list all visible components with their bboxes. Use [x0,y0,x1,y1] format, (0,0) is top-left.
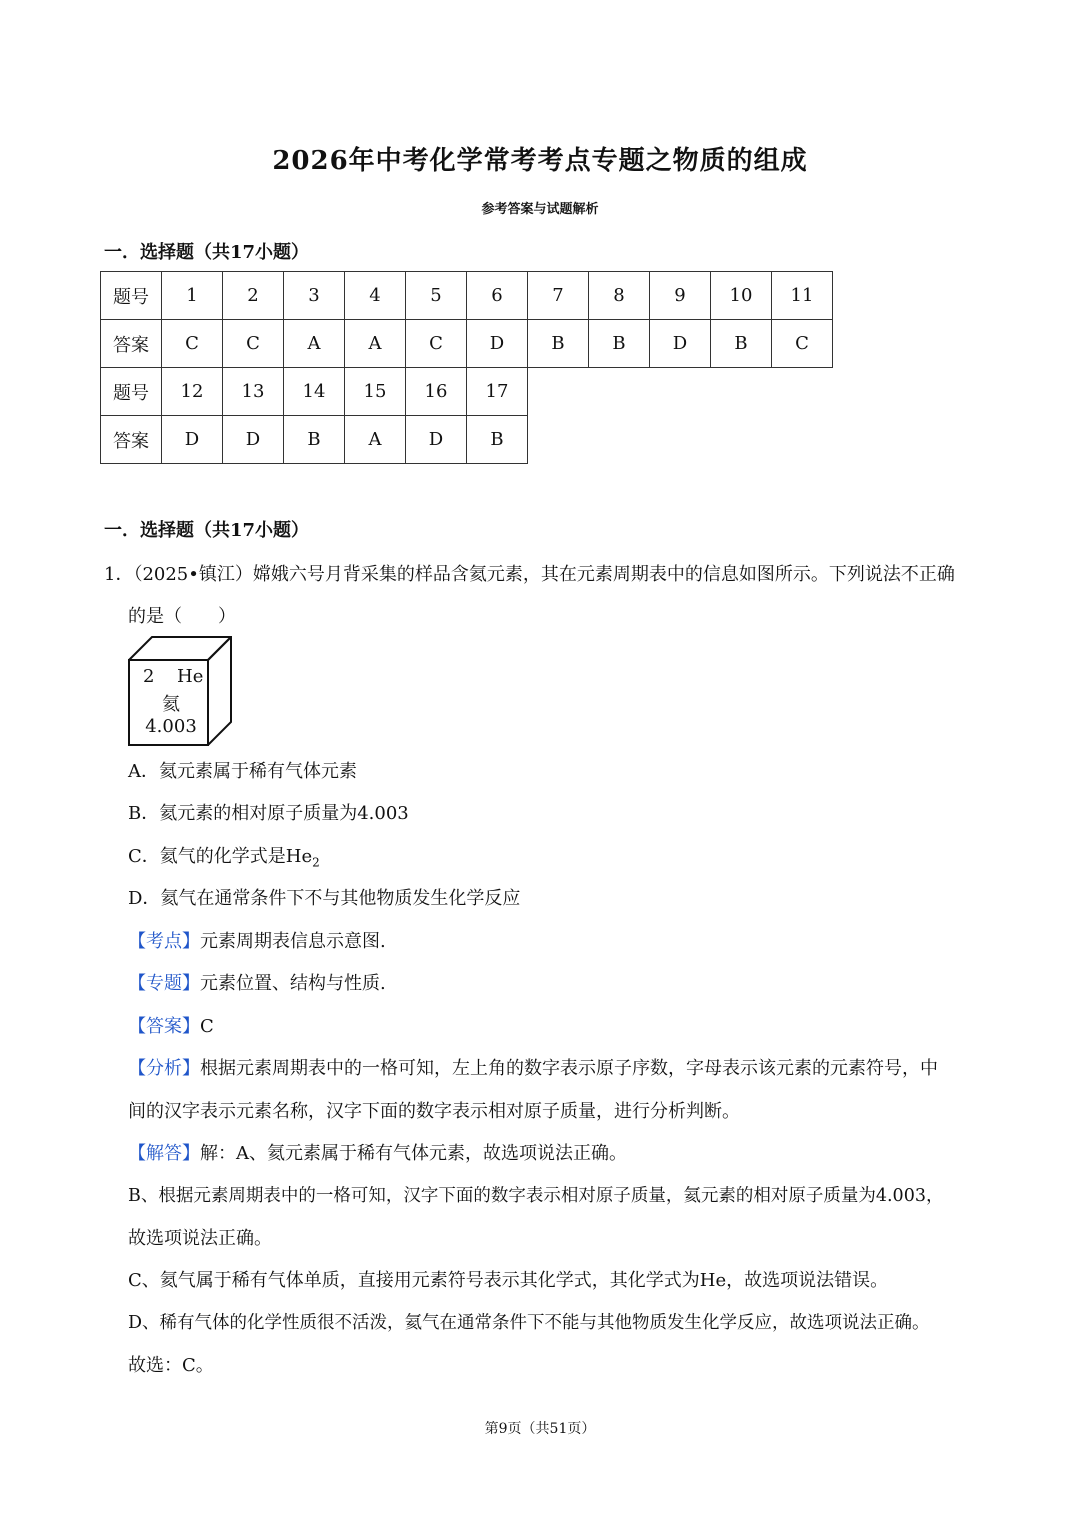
option-d: D．氦气在通常条件下不与其他物质发生化学反应 [128,888,521,909]
answer-cell: C [772,320,833,368]
jieda-c: C、氦气属于稀有气体单质，直接用元素符号表示其化学式，其化学式为He，故选项说法错误。 [128,1270,889,1291]
question-number: 4 [345,272,406,320]
answer-tag: 【答案】 [128,1016,200,1037]
question-number: 12 [162,368,223,416]
answer-text: C [200,1016,214,1037]
answer-cell: A [345,320,406,368]
question-number: 2 [223,272,284,320]
answer-cell: D [467,320,528,368]
answer-cell: A [345,416,406,464]
fenxi-text-cont: 间的汉字表示元素名称，汉字下面的数字表示相对原子质量，进行分析判断。 [128,1101,740,1122]
question-number: 3 [284,272,345,320]
option-c [128,842,320,870]
answer-table-1 [100,271,833,368]
jieda-text: 解：A、氦元素属于稀有气体元素，故选项说法正确。 [200,1143,627,1164]
table-row [101,368,528,416]
zhuanti-text: 元素位置、结构与性质. [200,973,386,994]
question-number: 11 [772,272,833,320]
page-subtitle: 参考答案与试题解析 [481,202,599,217]
answer-table-2 [100,367,528,464]
question-number: 14 [284,368,345,416]
question-number: 5 [406,272,467,320]
question-number: 6 [467,272,528,320]
answer-cell: D [223,416,284,464]
question-number: 15 [345,368,406,416]
row-label: 答案 [101,416,162,464]
option-c-text: C．氦气的化学式是He [128,846,313,867]
section-heading-2: 一．选择题（共17小题） [104,520,310,541]
question-number: 17 [467,368,528,416]
option-c-subscript: 2 [312,855,320,870]
atomic-mass: 4.003 [145,716,197,737]
fenxi-tag: 【分析】 [128,1058,200,1079]
jieda-d: D、稀有气体的化学性质很不活泼，氦气在通常条件下不能与其他物质发生化学反应，故选项说法正确。 [128,1313,930,1333]
atomic-number: 2 [143,666,155,687]
page-title: 2026年中考化学常考考点专题之物质的组成 [272,146,808,176]
question-number: 9 [650,272,711,320]
answer-cell: B [467,416,528,464]
answer-cell: B [284,416,345,464]
question-number: 13 [223,368,284,416]
answer-cell: C [406,320,467,368]
jieda-b-cont: 故选项说法正确。 [128,1228,272,1249]
conclusion: 故选：C。 [128,1355,214,1376]
fenxi-line [128,1054,938,1080]
table-row [101,416,528,464]
fenxi-text: 根据元素周期表中的一格可知，左上角的数字表示原子序数，字母表示该元素的元素符号，中 [200,1058,938,1079]
kaodian-tag: 【考点】 [128,931,200,952]
table-row [101,320,833,368]
option-b: B．氦元素的相对原子质量为4.003 [128,803,409,824]
answer-cell: B [528,320,589,368]
jieda-tag: 【解答】 [128,1143,200,1164]
question-number: 7 [528,272,589,320]
answer-line [128,1012,214,1038]
row-label: 答案 [101,320,162,368]
question-stem-cont: 的是（ ） [128,606,236,627]
row-label: 题号 [101,368,162,416]
table-row [101,272,833,320]
answer-cell: C [223,320,284,368]
zhuanti-tag: 【专题】 [128,973,200,994]
question-number: 10 [711,272,772,320]
jieda-line [128,1139,627,1165]
kaodian-line [128,927,386,953]
question-stem: 1．（2025•镇江）嫦娥六号月背采集的样品含氦元素，其在元素周期表中的信息如图所示。下列说法不正确 [104,564,955,585]
answer-cell: D [650,320,711,368]
answer-cell: C [162,320,223,368]
answer-cell: D [162,416,223,464]
jieda-b: B、根据元素周期表中的一格可知，汉字下面的数字表示相对原子质量，氦元素的相对原子质量为4.003， [128,1186,944,1206]
answer-cell: B [589,320,650,368]
row-label: 题号 [101,272,162,320]
page-footer: 第9页（共51页） [484,1421,596,1437]
question-number: 8 [589,272,650,320]
option-a: A．氦元素属于稀有气体元素 [128,761,357,782]
element-name: 氦 [162,694,180,715]
section-heading-1: 一．选择题（共17小题） [104,242,310,263]
kaodian-text: 元素周期表信息示意图. [200,931,386,952]
question-number: 16 [406,368,467,416]
zhuanti-line [128,969,386,995]
question-number: 1 [162,272,223,320]
answer-cell: B [711,320,772,368]
answer-cell: D [406,416,467,464]
answer-cell: A [284,320,345,368]
element-symbol: He [177,666,204,687]
